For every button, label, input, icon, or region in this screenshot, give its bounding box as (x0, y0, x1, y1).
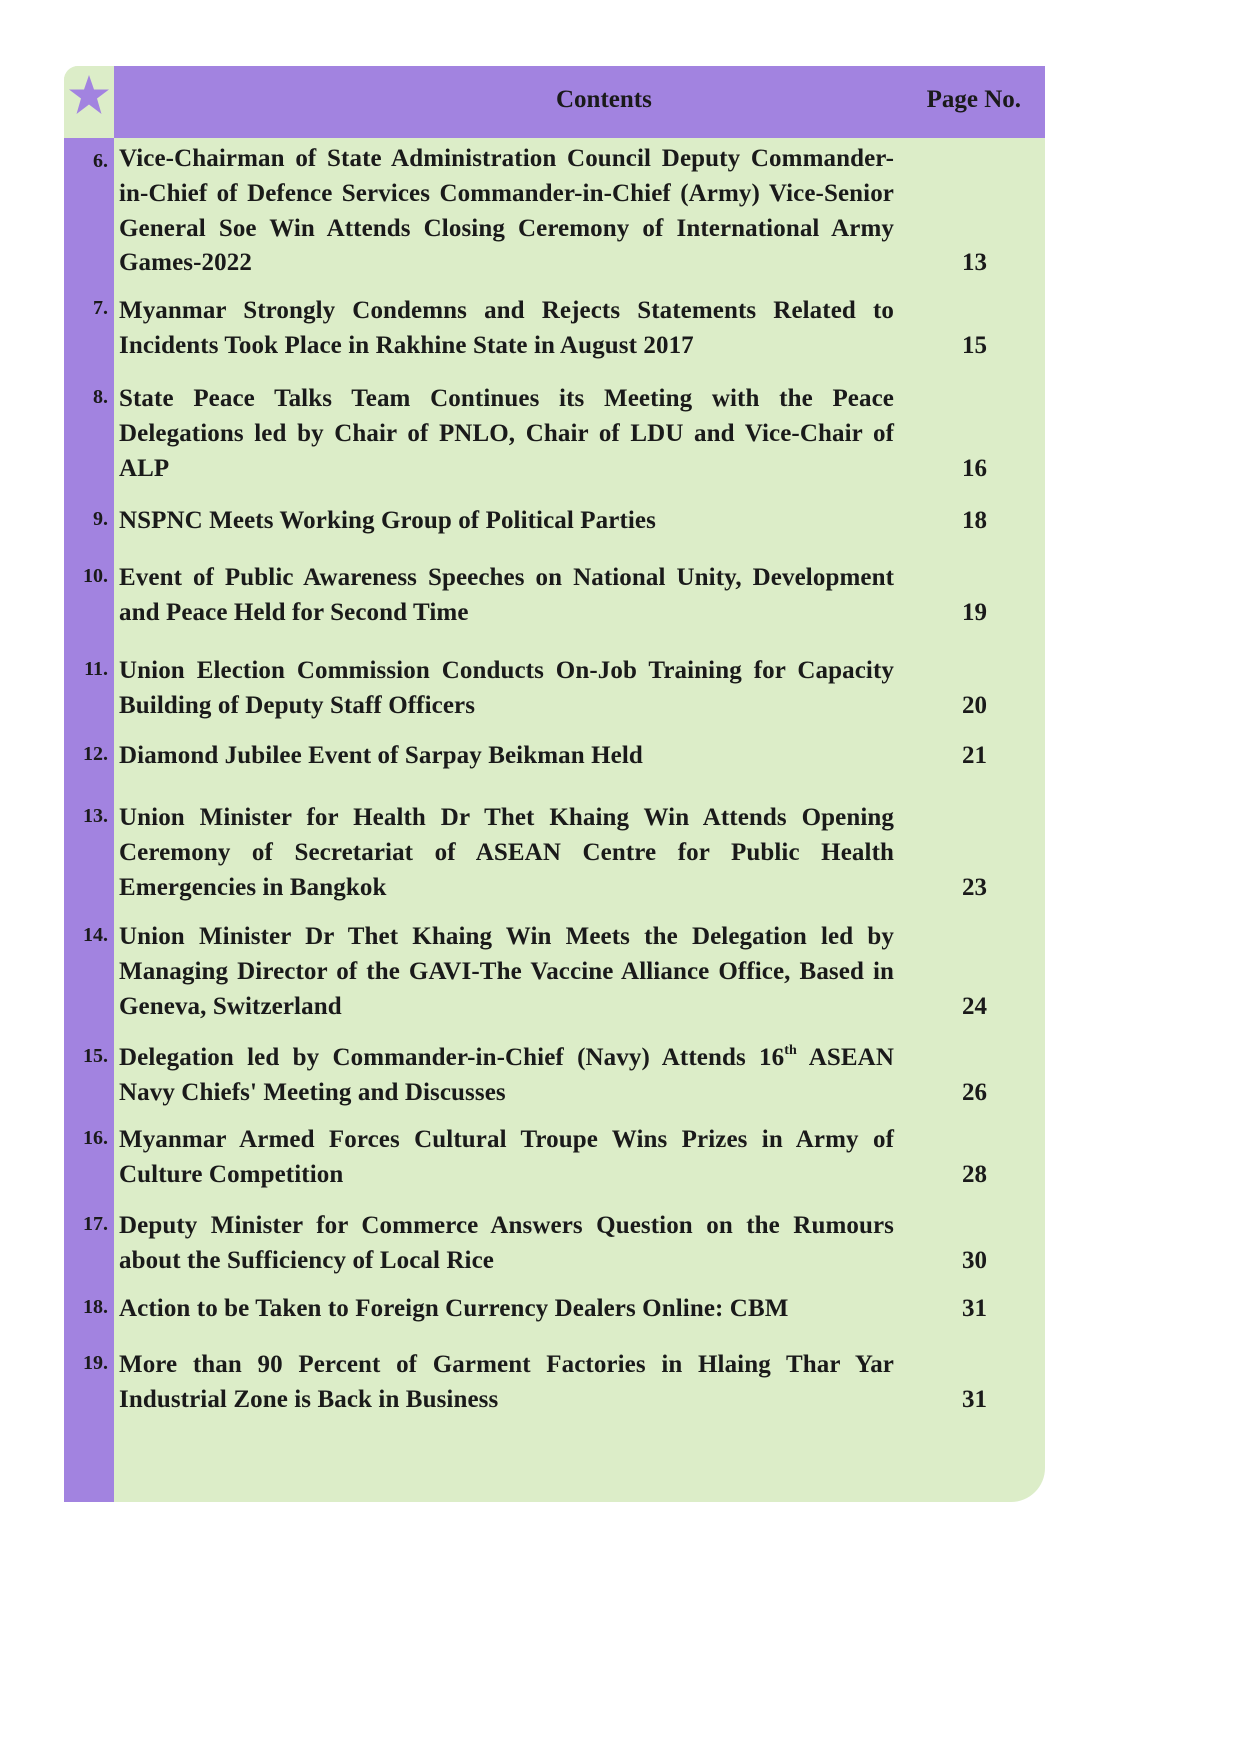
contents-title: Contents (556, 86, 652, 113)
entry-title: More than 90 Percent of Garment Factories in Hlaing Thar Yar Industrial Zone is Back in Business (119, 1351, 894, 1413)
entry-title: Union Minister for Health Dr Thet Khaing Win Attends Opening Ceremony of Secretariat of ASEAN Centre for Public Health Emergencies in Bangkok (119, 804, 894, 901)
entry-title: State Peace Talks Team Continues its Meeting with the Peace Delegations led by Chair of PNLO, Chair of LDU and Vice-Chair of ALP (119, 385, 894, 482)
entry-number: 7. (93, 297, 108, 319)
entry-page: 23 (962, 873, 987, 901)
entry-title: Myanmar Armed Forces Cultural Troupe Wins Prizes in Army of Culture Competition (119, 1126, 894, 1188)
entry-number: 17. (83, 1213, 108, 1235)
entry-number: 6. (93, 150, 108, 172)
entry-title: Union Minister Dr Thet Khaing Win Meets the Delegation led by Managing Director of the GAVI-The Vaccine Alliance Office, Based in Geneva, Switzerland (119, 923, 894, 1020)
entry-page: 15 (962, 331, 987, 359)
entry-page: 20 (962, 691, 987, 719)
ordinal-suffix: th (784, 1042, 797, 1058)
entry-number: 16. (83, 1127, 108, 1149)
entry-page: 31 (962, 1295, 987, 1322)
entry-page: 18 (962, 507, 987, 534)
entry-title-part: ASEAN Navy Chiefs' Meeting and Discusses (119, 1044, 894, 1106)
entry-number: 8. (93, 386, 108, 408)
entry-number: 14. (83, 924, 108, 946)
contents-panel (64, 66, 1045, 1502)
entry-title: Action to be Taken to Foreign Currency Dealers Online: CBM (119, 1295, 789, 1322)
entry-page: 28 (962, 1160, 987, 1188)
entry-title: Diamond Jubilee Event of Sarpay Beikman Held (119, 742, 643, 769)
entry-page: 16 (962, 454, 987, 482)
entry-title: Myanmar Strongly Condemns and Rejects Statements Related to Incidents Took Place in Rakhine State in August 2017 (119, 297, 894, 359)
entry-number: 13. (83, 805, 108, 827)
entry-page: 30 (962, 1246, 987, 1274)
entry-title: Deputy Minister for Commerce Answers Question on the Rumours about the Sufficiency of Local Rice (119, 1212, 894, 1274)
entry-page: 19 (962, 598, 987, 626)
entry-page: 31 (962, 1385, 987, 1413)
entry-number: 10. (83, 565, 108, 587)
entry-number: 12. (83, 743, 108, 765)
entry-number: 9. (93, 508, 108, 530)
entry-number: 11. (84, 658, 108, 680)
entry-title: NSPNC Meets Working Group of Political Parties (119, 507, 656, 534)
page-number-heading: Page No. (926, 86, 1021, 113)
entry-title: Event of Public Awareness Speeches on National Unity, Development and Peace Held for Second Time (119, 564, 894, 626)
entry-page: 26 (962, 1078, 987, 1106)
entry-number: 19. (83, 1352, 108, 1374)
entry-page: 21 (962, 742, 987, 769)
star-icon (68, 74, 110, 116)
entry-title: Vice-Chairman of State Administration Council Deputy Commander-in-Chief of Defence Services Commander-in-Chief (Army) Vice-Senior General Soe Win Attends Closing Ceremony of International Army Games-2022 (119, 145, 894, 277)
entry-title (119, 1041, 894, 1111)
entry-number: 15. (83, 1045, 108, 1067)
entry-number: 18. (83, 1296, 108, 1318)
entry-title-part: Delegation led by Commander-in-Chief (Navy) Attends 16 (119, 1044, 785, 1071)
entry-page: 13 (962, 249, 987, 277)
entry-title: Union Election Commission Conducts On-Job Training for Capacity Building of Deputy Staff Officers (119, 657, 894, 719)
entry-page: 24 (962, 992, 987, 1020)
contents-header (114, 66, 1045, 138)
corner-badge (64, 66, 114, 138)
